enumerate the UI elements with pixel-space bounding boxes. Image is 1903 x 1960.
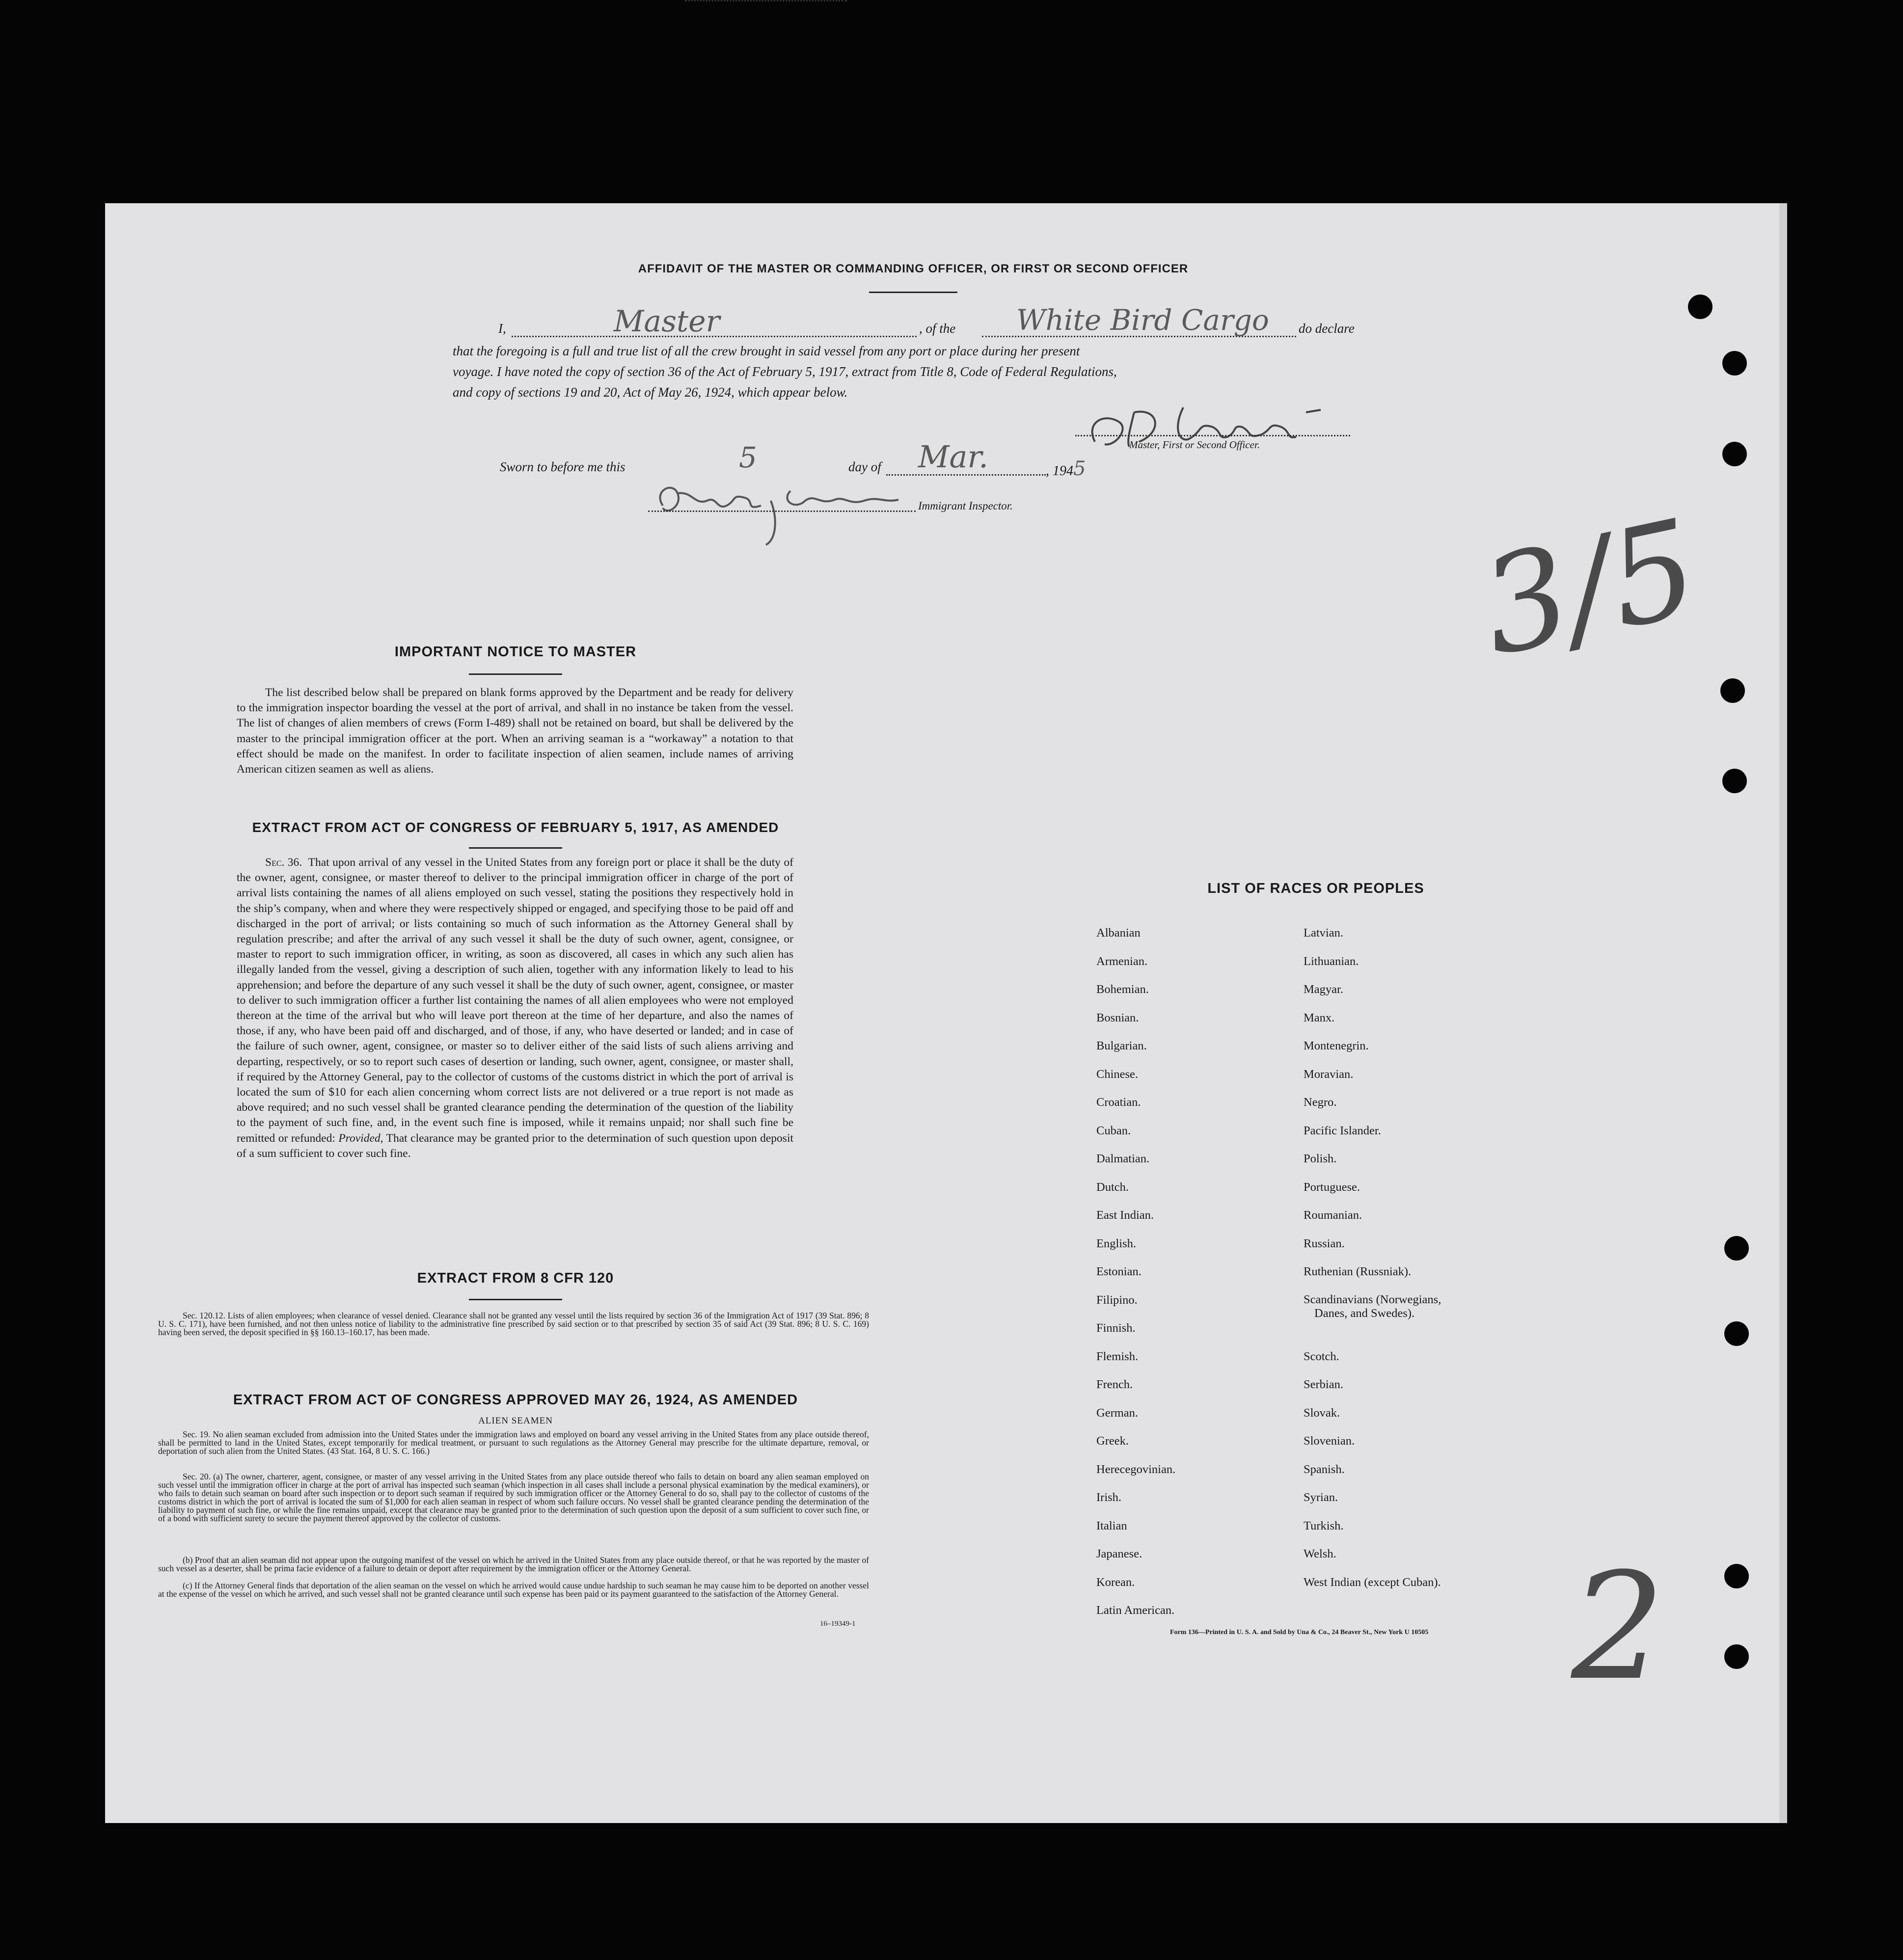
punch-hole (1724, 1321, 1749, 1346)
sec-19-text: Sec. 19. No alien seaman excluded from admission into the United States under the immigration laws and employed on board any vessel arriving in the United States from any place outside thereof, shall be permitted to land in the United States, except temporarily for medical treatment, or pursuant to such regulations as the Attorney General may prescribe for the ultimate departure, removal, or deportation of such alien from the United States. (43 Stat. 164, 8 U. S. C. 166.) (158, 1429, 869, 1456)
sworn-month-handwritten: Mar. (918, 439, 988, 475)
inspector-caption: Immigrant Inspector. (918, 500, 1013, 512)
affidavit-title: AFFIDAVIT OF THE MASTER OR COMMANDING OFFICER, OR FIRST OR SECOND OFFICER (638, 262, 1189, 275)
race-item: Manx. (1304, 1011, 1335, 1024)
punch-hole (1722, 351, 1747, 376)
race-item: East Indian. (1096, 1208, 1154, 1222)
sec-36-label: Sec. 36. (265, 856, 302, 869)
race-item: Albanian (1096, 926, 1141, 940)
race-item: Ruthenian (Russniak). (1304, 1265, 1412, 1278)
rank-handwritten: Master (614, 304, 720, 339)
extract-1924-title: EXTRACT FROM ACT OF CONGRESS APPROVED MAY 26, 1924, AS AMENDED (233, 1392, 798, 1408)
race-item: Serbian. (1304, 1378, 1343, 1391)
race-item: Syrian. (1304, 1491, 1338, 1504)
extract-cfr-body: Sec. 120.12. Lists of alien employees; when clearance of vessel denied. Clearance shall not be granted any vessel until the lists required by section 36 of the Immigration Act of 1917 (39 Stat. 896; 8 U. S. C. 171), have been furnished, and not then unless notice of liability to the administrative fine prescribed by said section or to that prescribed by section 35 of said Act (39 Stat. 896; 8 U. S. C. 169) having been served, the deposit specified in §§ 160.13–160.17, has been made. (158, 1311, 869, 1337)
page-edge (1779, 203, 1787, 1823)
affidavit-do-declare: do declare (1299, 321, 1355, 336)
race-item: Chinese. (1096, 1067, 1139, 1081)
page-fraction-handwritten: 3/5 (1469, 490, 1710, 686)
punch-hole (1724, 1564, 1749, 1588)
affidavit-i-label: I, (498, 321, 506, 336)
race-item: Korean. (1096, 1575, 1135, 1589)
notice-body: The list described below shall be prepared on blank forms approved by the Department and be ready for delivery to the immigration inspector boarding the vessel at the port of arrival, and shall in no instance be taken from the vessel. The list of changes of alien members of crews (Form I-489) shall not be retained on board, but shall be delivered by the master to the principal immigration officer at the port. When an arriving seaman is a “workaway” a notation to that effect should be made on the manifest. In order to facilitate inspection of alien seamen, include names of arriving American citizen seamen as well as aliens. (237, 686, 793, 776)
punch-hole (1720, 678, 1745, 703)
punch-hole (1724, 1644, 1749, 1669)
race-item: Bulgarian. (1096, 1039, 1147, 1052)
race-item: Cuban. (1096, 1124, 1131, 1137)
sworn-year-handwritten: 5 (1073, 457, 1086, 480)
print-code: 16–19349-1 (820, 1620, 856, 1628)
race-item: Bosnian. (1096, 1011, 1139, 1024)
extract-cfr-title: EXTRACT FROM 8 CFR 120 (417, 1270, 614, 1286)
sec-36-proviso: That clearance may be granted prior to the determination of such question upon deposit of a sum sufficient to cover such fine. (237, 1131, 794, 1160)
sec-20c-text: (c) If the Attorney General finds that deportation of the alien seaman on the vessel on which he arrived would cause undue hardship to such seaman he may cause him to be deported on another vessel at the expense of the vessel on which he arrived, and such vessel shall not be granted clearance until such expense has been paid or its payment guaranteed to the satisfaction of the Attorney General. (158, 1581, 869, 1599)
sworn-prefix: Sworn to before me this (500, 459, 625, 474)
punch-hole (1688, 295, 1713, 319)
race-item: Portuguese. (1304, 1180, 1360, 1194)
race-item: Montenegrin. (1304, 1039, 1369, 1052)
race-item: Dutch. (1096, 1180, 1129, 1194)
vessel-handwritten: White Bird Cargo (1016, 303, 1269, 337)
extract-1924-subtitle: ALIEN SEAMEN (478, 1416, 553, 1426)
race-item: Moravian. (1304, 1067, 1354, 1081)
race-item: Filipino. (1096, 1293, 1138, 1307)
divider (869, 292, 957, 293)
race-item: Latin American. (1096, 1604, 1175, 1617)
divider (469, 847, 562, 849)
race-item: Slovak. (1304, 1406, 1340, 1420)
race-item: Flemish. (1096, 1349, 1139, 1363)
race-item: German. (1096, 1406, 1139, 1420)
race-item: Negro. (1304, 1096, 1337, 1109)
punch-hole (1722, 769, 1747, 793)
race-item-line: Scandinavians (Norwegians, (1304, 1292, 1441, 1306)
signature-caption: Master, First or Second Officer. (1129, 439, 1260, 451)
race-item: English. (1096, 1236, 1136, 1250)
race-item: Greek. (1096, 1434, 1129, 1448)
affidavit-line-4: and copy of sections 19 and 20, Act of May 26, 1924, which appear below. (453, 385, 848, 400)
inspector-line (648, 510, 916, 512)
sworn-year (1046, 457, 1086, 480)
provided-label: Provided, (338, 1131, 383, 1145)
extract-1917-title: EXTRACT FROM ACT OF CONGRESS OF FEBRUARY 5, 1917, AS AMENDED (252, 820, 779, 835)
affidavit-line-2: that the foregoing is a full and true list of all the crew brought in said vessel from any port or place during her present (453, 344, 1080, 358)
notice-title: IMPORTANT NOTICE TO MASTER (394, 644, 637, 660)
race-item: Magyar. (1304, 983, 1343, 996)
race-item: Turkish. (1304, 1519, 1344, 1532)
race-item (1304, 1293, 1441, 1349)
race-item: Polish. (1304, 1152, 1337, 1165)
race-item: Slovenian. (1304, 1434, 1355, 1448)
extract-1917-body (237, 855, 793, 1161)
race-item: Dalmatian. (1096, 1152, 1150, 1165)
sec-20a-text: Sec. 20. (a) The owner, charterer, agent, consignee, or master of any vessel arriving in the United States from any place outside thereof who fails to detain on board any alien seaman employed on such vessel until the immigration officer in charge at the port of arrival has inspected such seaman (which inspection in all cases shall include a personal physical examination by the medical examiners), or who fails to detain such seaman on board after such inspection or to deport such seaman if required by such immigration officer or the Attorney General to do so, shall pay to the collector of customs of the customs district in which the port of arrival is located the sum of $1,000 for each alien seaman in respect of whom such failure occurs. No vessel shall be granted clearance pending the determination of the liability to payment of such fine, or while the fine remains unpaid, except that clearance may be granted prior to the determination of such question upon the deposit of a sum sufficient to cover such fine, or of a bond with sufficient surety to secure the payment thereof approved by the collector of customs. (158, 1472, 869, 1523)
punch-hole (1724, 1236, 1749, 1261)
form-footer: Form 136—Printed in U. S. A. and Sold by Una & Co., 24 Beaver St., New York U 10505 (1170, 1629, 1429, 1636)
sworn-day-handwritten: 5 (739, 441, 757, 474)
race-item: Roumanian. (1304, 1208, 1362, 1222)
day-of-label: day of (848, 459, 881, 474)
sworn-year-prefix: , 194 (1046, 463, 1073, 479)
race-item: Croatian. (1096, 1096, 1141, 1109)
sec-36-text: That upon arrival of any vessel in the United States from any foreign port or place it shall be the duty of the owner, agent, consignee, or master thereof to deliver to the principal immigration officer in charge of the port of arrival lists containing the names of all aliens employed on such vessel, stating the positions they respectively hold in the ship’s company, when and where they were respectively shipped or engaged, and specifying those to be paid off and discharged in the port of arrival; or lists containing so much of such information as the Attorney General shall by regulation prescribe; and after the arrival of any such vessel it shall be the duty of such owner, agent, consignee, or master to report to such immigration officer, in writing, as soon as discovered, all cases in which any such alien has illegally landed from the vessel, giving a description of such alien, together with any information likely to lead to his apprehension; and before the departure of any such vessel it shall be the duty of such owner, agent, consignee, or master to deliver to such immigration officer a further list containing the names of all alien employees who were not employed thereon at the time of the arrival but who will leave port thereon at the time of her departure, and also the names of those, if any, who have been paid off and discharged, and of those, if any, who have deserted or landed; and in case of the failure of such owner, agent, consignee, or master so to deliver either of the said lists of such aliens arriving and departing, respectively, or so to report such cases of desertion or landing, such owner, agent, consignee, or master shall, if required by the Attorney General, pay to the collector of customs of the customs district in which the port of arrival is located the sum of $10 for each alien concerning whom correct lists are not delivered or a true report is not made as above required; and no such vessel shall be granted clearance pending the determination of the question of the liability to the payment of such fine, and, in the event such fine is imposed, while it remains unpaid; nor shall such fine be remitted or refunded: (237, 856, 794, 1145)
sworn-day-line (685, 0, 847, 1)
races-left-column (1096, 926, 1175, 1632)
race-item: Welsh. (1304, 1547, 1336, 1560)
race-item: Armenian. (1096, 954, 1148, 968)
race-item: French. (1096, 1378, 1133, 1391)
race-item: Irish. (1096, 1491, 1122, 1504)
race-item: Italian (1096, 1519, 1127, 1532)
race-item: Lithuanian. (1304, 954, 1359, 968)
signature-line (1075, 435, 1350, 436)
races-title: LIST OF RACES OR PEOPLES (1207, 881, 1424, 896)
punch-hole (1722, 442, 1747, 466)
race-item: Pacific Islander. (1304, 1124, 1381, 1137)
race-item: Finnish. (1096, 1321, 1136, 1335)
race-item: Herecegovinian. (1096, 1462, 1176, 1476)
sec-20b-text: (b) Proof that an alien seaman did not appear upon the outgoing manifest of the vessel on which he arrived in the United States from any place outside thereof, or that he was reported by the master of such vessel as a deserter, shall be prima facie evidence of a failure to detain or deport after requirement by the immigration officer or the Attorney General. (158, 1555, 869, 1573)
race-item: Japanese. (1096, 1547, 1142, 1560)
race-item: Bohemian. (1096, 983, 1149, 996)
affidavit-of-the: , of the (919, 321, 956, 336)
race-item: Russian. (1304, 1236, 1345, 1250)
race-item: Estonian. (1096, 1265, 1142, 1278)
affidavit-line-3: voyage. I have noted the copy of section 36 of the Act of February 5, 1917, extract from Title 8, Code of Federal Regulations, (453, 364, 1117, 379)
divider (469, 673, 562, 675)
page-number-handwritten: 2 (1571, 1541, 1665, 1713)
race-item-line: Danes, and Swedes). (1314, 1306, 1415, 1320)
divider (469, 1299, 562, 1300)
race-item: Scotch. (1304, 1349, 1339, 1363)
races-right-column (1304, 926, 1441, 1603)
race-item: Spanish. (1304, 1462, 1345, 1476)
race-item: West Indian (except Cuban). (1304, 1575, 1441, 1589)
race-item: Latvian. (1304, 926, 1343, 940)
